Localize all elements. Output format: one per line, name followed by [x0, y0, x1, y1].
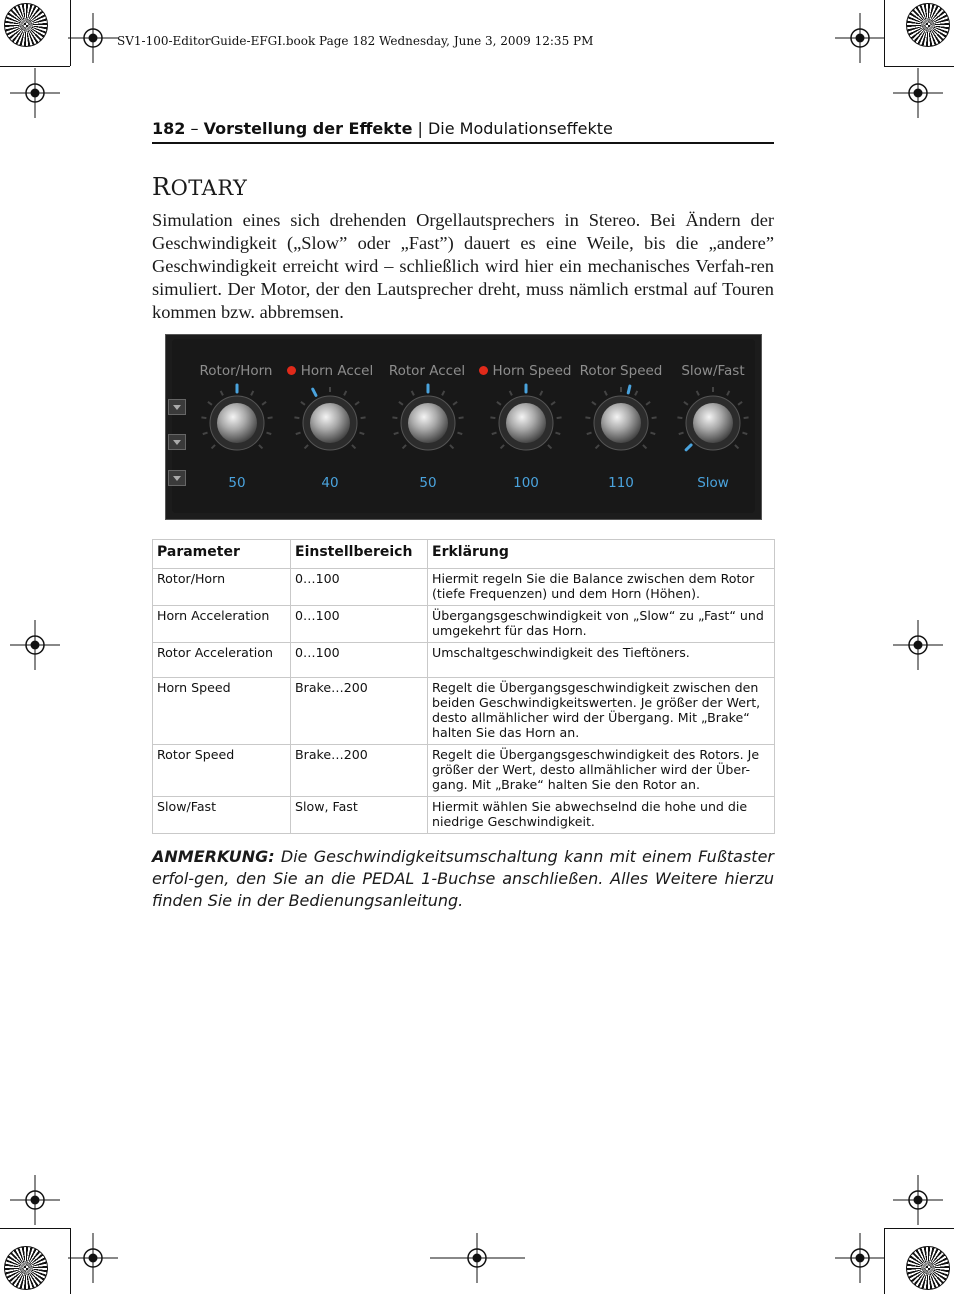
knob-scale-tick: [744, 417, 749, 418]
knob-scale-tick: [557, 417, 562, 418]
knob-scale-tick: [650, 433, 655, 435]
note-text: Die Geschwindigkeitsumschaltung kann mit einem Fußtaster erfol-gen, den Sie an die PEDAL 1-Buchse anschließen. Alles Weitere hierzu finden Sie in der Bedienungsanleitung.: [152, 847, 774, 910]
table-cell: Übergangsgeschwindigkeit von „Slow“ zu „Fast“ und umgekehrt für das Horn.: [428, 606, 775, 643]
knob-scale-tick: [208, 402, 212, 405]
knob-value: Slow: [697, 475, 729, 491]
knob-scale-tick: [735, 445, 739, 449]
table-cell: Hiermit wählen Sie abwechselnd die hohe und die niedrige Geschwindigkeit.: [428, 797, 775, 834]
table-cell: Horn Speed: [153, 678, 291, 745]
table-cell: Slow/Fast: [153, 797, 291, 834]
table-cell: Rotor Speed: [153, 745, 291, 797]
knob-scale-tick: [201, 417, 206, 418]
table-cell: Regelt die Übergangsgeschwindigkeit des Rotors. Je größer der Wert, desto allmählicher wird der Über-gang. Mit „Brake“ halten Sie den Rotor an.: [428, 745, 775, 797]
running-head: [152, 119, 613, 138]
registration-crosshair-icon: [893, 620, 943, 670]
section-title-initial: R: [152, 173, 171, 201]
column-header-parameter: Parameter: [153, 540, 291, 569]
registration-crosshair-icon: [835, 13, 885, 63]
knob-scale-tick: [697, 391, 699, 395]
knob-scale-tick: [585, 417, 590, 418]
knob-scale-tick: [359, 433, 364, 435]
horn-speed-knob[interactable]: [486, 383, 566, 463]
table-cell: Slow, Fast: [291, 797, 428, 834]
parameter-table: [152, 539, 775, 834]
intro-paragraph: Simulation eines sich drehenden Orgellautsprechers in Stereo. Bei Ändern der Geschwindigkeit („Slow” oder „Fast”) dauert es eine Weile, bis die „andere” Geschwindigkeit erreicht wird – schließlich wird hier ein mechanisches Verfah-ren simuliert. Der Motor, der den Lautsprecher dreht, muss nämlich erstmal auf Touren kommen bzw. abbremsen.: [152, 210, 774, 322]
knob-cap: [408, 403, 448, 443]
slow-fast-knob[interactable]: [673, 383, 753, 463]
dropdown-arrow-button[interactable]: [168, 470, 186, 486]
note-label: ANMERKUNG:: [152, 847, 275, 866]
knob-label-text: Horn Accel: [300, 363, 374, 379]
registration-crosshair-icon: [10, 68, 60, 118]
table-cell: Hiermit regeln Sie die Balance zwischen dem Rotor (tiefe Frequenzen) und dem Horn (Höhen).: [428, 569, 775, 606]
knob-label-text: Rotor Accel: [388, 363, 466, 379]
table-cell: Umschaltgeschwindigkeit des Tieftöners.: [428, 643, 775, 678]
table-cell: Brake…200: [291, 745, 428, 797]
registration-crosshair-icon: [430, 1233, 525, 1283]
knob-scale-tick: [394, 433, 399, 435]
registration-crosshair-icon: [10, 620, 60, 670]
sunburst-mark-icon: [4, 3, 48, 47]
knob-scale-tick: [540, 391, 542, 395]
knob-scale-tick: [551, 402, 555, 405]
knob-scale-tick: [592, 402, 596, 405]
knob-value: 100: [513, 475, 539, 491]
knob-label: [377, 363, 477, 379]
knob-scale-tick: [251, 391, 253, 395]
knob-scale-tick: [510, 391, 512, 395]
knob-scale-tick: [344, 391, 346, 395]
knob-scale-tick: [412, 391, 414, 395]
section-title-rest: OTARY: [170, 176, 248, 200]
knob-scale-tick: [268, 417, 273, 418]
registration-crosshair-icon: [68, 1233, 118, 1283]
rotor-horn-knob[interactable]: [197, 383, 277, 463]
sunburst-mark-icon: [906, 3, 950, 47]
registration-crosshair-icon: [10, 1175, 60, 1225]
knob-scale-tick: [605, 391, 607, 395]
table-cell: 0…100: [291, 569, 428, 606]
print-info: SV1-100-EditorGuide-EFGI.book Page 182 Wednesday, June 3, 2009 12:35 PM: [117, 34, 594, 48]
sunburst-mark-icon: [4, 1246, 48, 1290]
knob-scale-tick: [305, 445, 309, 449]
knob-cap: [693, 403, 733, 443]
knob-value: 50: [228, 475, 246, 491]
column-header-range: Einstellbereich: [291, 540, 428, 569]
knob-scale-tick: [490, 417, 495, 418]
knob-scale-tick: [596, 445, 600, 449]
knob-scale-tick: [294, 417, 299, 418]
knob-value-indicator: [628, 386, 630, 393]
registration-crosshair-icon: [893, 1175, 943, 1225]
knob-scale-tick: [652, 417, 657, 418]
table-cell: Rotor Acceleration: [153, 643, 291, 678]
table-cell: 0…100: [291, 643, 428, 678]
table-cell: Horn Acceleration: [153, 606, 291, 643]
knob-label: [280, 363, 380, 379]
knob-label-text: Rotor/Horn: [199, 363, 273, 379]
knob-label: [475, 363, 575, 379]
sunburst-mark-icon: [906, 1246, 950, 1290]
knob-value: 110: [608, 475, 634, 491]
knob-scale-tick: [399, 402, 403, 405]
knob-scale-tick: [548, 445, 552, 449]
table-row: [153, 797, 775, 834]
knob-label: [571, 363, 671, 379]
knob-label-text: Horn Speed: [492, 363, 572, 379]
dropdown-arrow-button[interactable]: [168, 399, 186, 415]
knob-scale-tick: [392, 417, 397, 418]
knob-scale-tick: [587, 433, 592, 435]
note-paragraph: [152, 846, 774, 912]
knob-scale-tick: [442, 391, 444, 395]
knob-scale-tick: [453, 402, 457, 405]
knob-cap: [601, 403, 641, 443]
knob-scale-tick: [646, 402, 650, 405]
page-number: 182: [152, 119, 186, 138]
knob-scale-tick: [497, 402, 501, 405]
knob-scale-tick: [643, 445, 647, 449]
knob-scale-tick: [677, 417, 682, 418]
knob-scale-tick: [727, 391, 729, 395]
knob-scale-tick: [221, 391, 223, 395]
led-indicator-icon: [287, 366, 296, 375]
knob-scale-tick: [457, 433, 462, 435]
registration-crosshair-icon: [893, 68, 943, 118]
knob-value-indicator: [686, 445, 691, 450]
knob-scale-tick: [266, 433, 271, 435]
knob-value-indicator: [313, 389, 316, 395]
knob-value: 50: [419, 475, 437, 491]
dropdown-arrow-button[interactable]: [168, 434, 186, 450]
knob-scale-tick: [738, 402, 742, 405]
table-cell: Brake…200: [291, 678, 428, 745]
knob-scale-tick: [555, 433, 560, 435]
section-title: [152, 173, 247, 201]
knob-label: [663, 363, 763, 379]
knob-scale-tick: [501, 445, 505, 449]
knob-value: 40: [321, 475, 339, 491]
table-cell: Rotor/Horn: [153, 569, 291, 606]
running-head-separator: |: [412, 119, 428, 138]
table-row: [153, 569, 775, 606]
registration-crosshair-icon: [835, 1233, 885, 1283]
knob-label-text: Rotor Speed: [579, 363, 663, 379]
knob-scale-tick: [742, 433, 747, 435]
knob-scale-tick: [301, 402, 305, 405]
table-cell: Regelt die Übergangsgeschwindigkeit zwischen den beiden Geschwindigkeitswerten. Je größer der Wert, desto allmählicher wird der Übergang. Mit „Brake“ halten Sie das Horn an.: [428, 678, 775, 745]
knob-scale-tick: [635, 391, 637, 395]
table-header-row: [153, 540, 775, 569]
chapter-title: Vorstellung der Effekte: [203, 119, 413, 138]
knob-scale-tick: [203, 433, 208, 435]
knob-scale-tick: [492, 433, 497, 435]
table-row: [153, 606, 775, 643]
knob-cap: [310, 403, 350, 443]
knob-scale-tick: [262, 402, 266, 405]
knob-scale-tick: [352, 445, 356, 449]
registration-crosshair-icon: [68, 13, 118, 63]
knob-scale-tick: [679, 433, 684, 435]
knob-label-text: Slow/Fast: [681, 363, 745, 379]
header-rule: [152, 142, 774, 144]
knob-scale-tick: [459, 417, 464, 418]
table-cell: 0…100: [291, 606, 428, 643]
knob-cap: [506, 403, 546, 443]
knob-scale-tick: [361, 417, 366, 418]
table-row: [153, 678, 775, 745]
horn-accel-knob[interactable]: [290, 383, 370, 463]
knob-scale-tick: [684, 402, 688, 405]
knob-label: [186, 363, 286, 379]
table-row: [153, 745, 775, 797]
running-head-dash: –: [185, 119, 204, 138]
column-header-description: Erklärung: [428, 540, 775, 569]
table-row: [153, 643, 775, 678]
knob-scale-tick: [403, 445, 407, 449]
led-indicator-icon: [479, 366, 488, 375]
knob-scale-tick: [450, 445, 454, 449]
rotor-accel-knob[interactable]: [388, 383, 468, 463]
rotor-speed-knob[interactable]: [581, 383, 661, 463]
knob-scale-tick: [296, 433, 301, 435]
knob-scale-tick: [212, 445, 216, 449]
knob-scale-tick: [355, 402, 359, 405]
knob-scale-tick: [259, 445, 263, 449]
section-name: Die Modulationseffekte: [427, 119, 613, 138]
knob-cap: [217, 403, 257, 443]
